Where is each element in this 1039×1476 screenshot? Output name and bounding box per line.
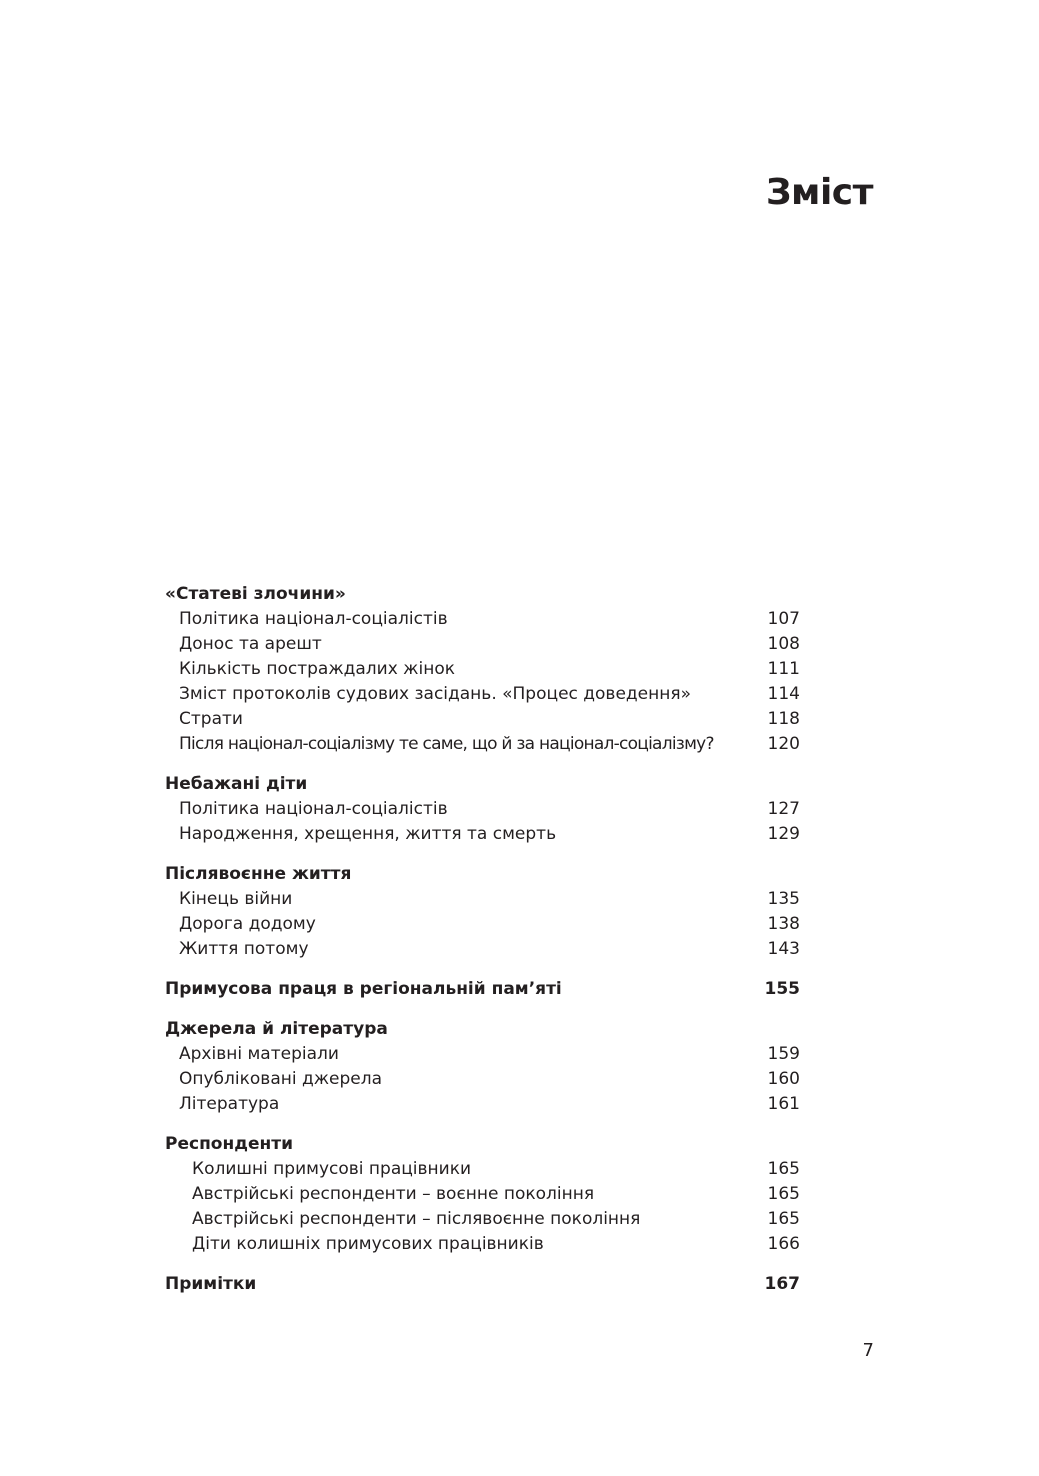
toc-entry	[165, 682, 800, 707]
toc-entry	[165, 912, 800, 937]
toc-entry-title: Зміст протоколів судових засідань. «Процес доведення»	[179, 684, 691, 704]
toc-entry-page: 108	[767, 634, 800, 654]
table-of-contents	[165, 582, 800, 1297]
toc-section-title: Респонденти	[165, 1134, 294, 1154]
toc-entry-page: 135	[767, 889, 800, 909]
toc-entry-page: 120	[767, 734, 800, 754]
toc-entry	[165, 1207, 800, 1232]
toc-entry-page: 118	[767, 709, 800, 729]
toc-entry	[165, 887, 800, 912]
toc-entry-title: Після націонал-соціалізму те саме, що й за націонал-соціалізму?	[179, 734, 714, 754]
toc-entry-page: 114	[767, 684, 800, 704]
toc-entry-title: Народження, хрещення, життя та смерть	[179, 824, 557, 844]
toc-entry	[165, 1067, 800, 1092]
toc-entry	[165, 657, 800, 682]
toc-entry-page: 111	[767, 659, 800, 679]
toc-section-postwar-life	[165, 862, 800, 887]
toc-section-title: Примусова праця в регіональній пам’яті	[165, 979, 562, 999]
toc-entry	[165, 1092, 800, 1117]
toc-entry-page: 138	[767, 914, 800, 934]
toc-entry-page: 129	[767, 824, 800, 844]
toc-entry-page: 165	[767, 1159, 800, 1179]
toc-entry	[165, 607, 800, 632]
toc-entry-page: 166	[767, 1234, 800, 1254]
toc-entry-title: Життя потому	[179, 939, 309, 959]
toc-section-title: Джерела й література	[165, 1019, 388, 1039]
page-number: 7	[862, 1340, 874, 1361]
toc-section-unwanted-children	[165, 772, 800, 797]
toc-entry	[165, 822, 800, 847]
toc-entry	[165, 707, 800, 732]
toc-section-title: «Статеві злочини»	[165, 584, 346, 604]
toc-entry	[165, 632, 800, 657]
toc-entry	[165, 1182, 800, 1207]
toc-entry-title: Опубліковані джерела	[179, 1069, 383, 1089]
toc-entry	[165, 732, 800, 757]
toc-entry-page: 127	[767, 799, 800, 819]
toc-entry	[165, 1157, 800, 1182]
toc-entry-title: Кінець війни	[179, 889, 293, 909]
toc-entry-title: Політика націонал-соціалістів	[179, 799, 448, 819]
toc-entry-page: 107	[767, 609, 800, 629]
toc-section-title: Післявоєнне життя	[165, 864, 352, 884]
toc-entry-title: Архівні матеріали	[179, 1044, 339, 1064]
toc-entry-title: Страти	[179, 709, 243, 729]
toc-entry-title: Література	[179, 1094, 280, 1114]
toc-entry-page: 165	[767, 1209, 800, 1229]
toc-entry-page: 143	[767, 939, 800, 959]
toc-entry-title: Колишні примусові працівники	[192, 1159, 472, 1179]
toc-section-title: Небажані діти	[165, 774, 308, 794]
toc-entry-title: Австрійські респонденти – післявоєнне покоління	[192, 1209, 641, 1229]
toc-entry-title: Австрійські респонденти – воєнне покоління	[192, 1184, 595, 1204]
toc-entry-page: 159	[767, 1044, 800, 1064]
toc-entry	[165, 937, 800, 962]
toc-entry-title: Кількість постраждалих жінок	[179, 659, 456, 679]
toc-section-page: 167	[764, 1274, 800, 1294]
toc-entry-title: Донос та арешт	[179, 634, 322, 654]
toc-section-notes	[165, 1272, 800, 1297]
toc-section-sources	[165, 1017, 800, 1042]
toc-section-respondents	[165, 1132, 800, 1157]
toc-entry-page: 160	[767, 1069, 800, 1089]
toc-section-title: Примітки	[165, 1274, 257, 1294]
toc-entry-page: 161	[767, 1094, 800, 1114]
toc-section-regional-memory	[165, 977, 800, 1002]
page-title: Зміст	[765, 172, 873, 213]
toc-section-page: 155	[764, 979, 800, 999]
toc-section-sexual-crimes	[165, 582, 800, 607]
toc-entry-title: Дорога додому	[179, 914, 316, 934]
toc-entry	[165, 797, 800, 822]
toc-entry-title: Політика націонал-соціалістів	[179, 609, 448, 629]
toc-entry	[165, 1232, 800, 1257]
toc-entry-title: Діти колишніх примусових працівників	[192, 1234, 544, 1254]
toc-entry	[165, 1042, 800, 1067]
toc-entry-page: 165	[767, 1184, 800, 1204]
